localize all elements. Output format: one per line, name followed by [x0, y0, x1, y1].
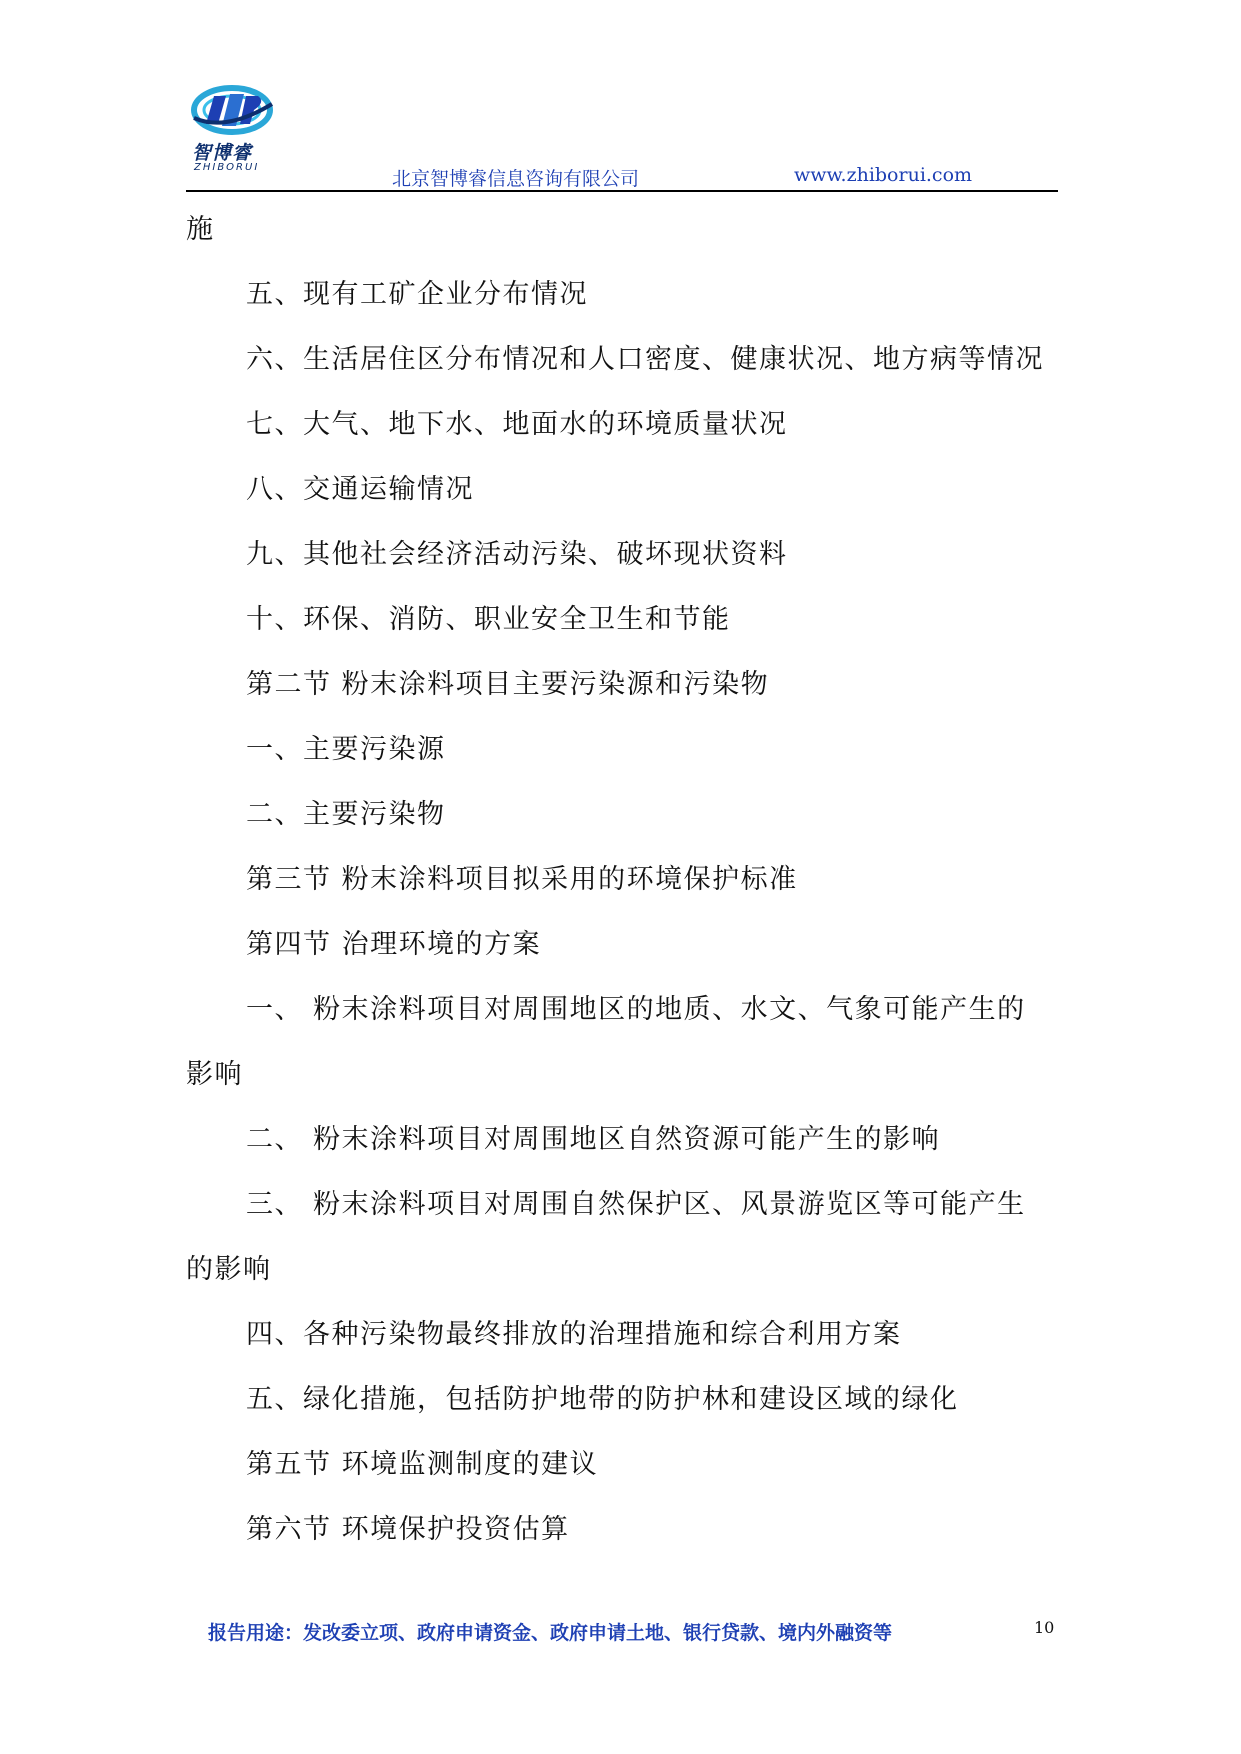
text-line: 八、交通运输情况: [246, 474, 474, 505]
text-line: 五、绿化措施，包括防护地带的防护林和建设区域的绿化: [246, 1384, 959, 1415]
text-line: 七、大气、地下水、地面水的环境质量状况: [246, 409, 788, 440]
text-line: 一、主要污染源: [246, 734, 446, 765]
text-line: 一、 粉末涂料项目对周围地区的地质、水文、气象可能产生的: [246, 994, 1026, 1025]
logo-subtitle: ZHIBORUI: [194, 162, 260, 173]
text-line: 十、环保、消防、职业安全卫生和节能: [246, 604, 731, 635]
website-url: www.zhiborui.com: [794, 164, 973, 186]
text-line: 的影响: [186, 1254, 272, 1285]
company-name: 北京智博睿信息咨询有限公司: [392, 168, 640, 190]
text-line: 四、各种污染物最终排放的治理措施和综合利用方案: [246, 1319, 902, 1350]
logo-text: 智博睿: [192, 142, 253, 164]
text-line: 第三节 粉末涂料项目拟采用的环境保护标准: [246, 864, 798, 895]
text-line: 九、其他社会经济活动污染、破坏现状资料: [246, 539, 788, 570]
text-line: 第二节 粉末涂料项目主要污染源和污染物: [246, 669, 770, 700]
document-body: [186, 197, 1058, 1562]
text-line: 第六节 环境保护投资估算: [246, 1514, 570, 1545]
report-purpose-footer: 报告用途：发改委立项、政府申请资金、政府申请土地、银行贷款、境内外融资等: [208, 1622, 893, 1644]
page-number: 10: [1034, 1618, 1055, 1637]
text-line: 第四节 治理环境的方案: [246, 929, 542, 960]
text-line: 施: [186, 214, 215, 245]
text-line: 二、 粉末涂料项目对周围地区自然资源可能产生的影响: [246, 1124, 941, 1155]
text-line: 三、 粉末涂料项目对周围自然保护区、风景游览区等可能产生: [246, 1189, 1026, 1220]
text-line: 第五节 环境监测制度的建议: [246, 1449, 599, 1480]
text-line: 五、现有工矿企业分布情况: [246, 279, 588, 310]
text-line: 影响: [186, 1059, 243, 1090]
header-rule: [186, 190, 1058, 192]
text-line: 六、生活居住区分布情况和人口密度、健康状况、地方病等情况: [246, 344, 1044, 375]
page-header: [186, 80, 1058, 192]
text-line: 二、主要污染物: [246, 799, 446, 830]
